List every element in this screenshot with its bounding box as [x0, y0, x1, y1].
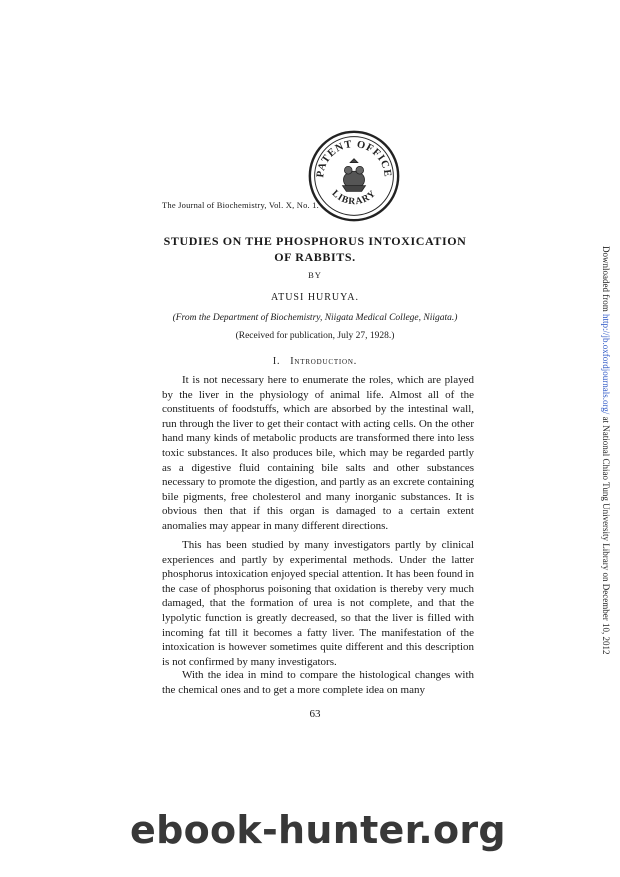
download-notice	[601, 246, 611, 655]
author-name: ATUSI HURUYA.	[270, 292, 359, 303]
paragraph-text: With the idea in mind to compare the histological changes with the chemical ones and to get a more complete idea on many	[162, 669, 474, 696]
patent-office-library-stamp-icon	[306, 128, 402, 224]
article-title-line-2: OF RABBITS.	[274, 250, 356, 264]
received-date: (Received for publication, July 27, 1928.)	[235, 331, 395, 341]
section-title: Introduction.	[290, 356, 358, 367]
download-notice-prefix: Downloaded from	[601, 246, 611, 314]
section-heading	[150, 356, 480, 367]
stamp-text-bottom: LIBRARY	[329, 187, 379, 208]
watermark: ebook-hunter.org	[130, 808, 506, 852]
body-paragraph-3	[162, 668, 474, 697]
byline-label: BY	[308, 270, 322, 280]
body-paragraph-1	[162, 373, 474, 534]
body-paragraph-2	[162, 538, 474, 669]
article-title-line-1: STUDIES ON THE PHOSPHORUS INTOXICATION	[163, 234, 467, 248]
author-affiliation: (From the Department of Biochemistry, Niigata Medical College, Niigata.)	[172, 313, 458, 323]
paragraph-text: This has been studied by many investigators partly by clinical experiences and partly by experimental methods. Under the latter phosphorus intoxication enjoyed special attention. It has been found in the case of phosphorus poisoning that oxidation is thereby very much damaged, that the formation of urea is not complete, and that the lypolytic function is greatly decreased, so that the liver is filled with incoming fat till it becomes a fatty liver. The manifestation of the intoxication is however sometimes quite different and this description is not confirmed by many investigators.	[162, 539, 474, 668]
stamp-text-top: PATENT OFFICE	[315, 139, 393, 179]
section-number: I.	[272, 356, 281, 367]
paragraph-text: It is not necessary here to enumerate the roles, which are played by the liver in the physiology of animal life. Almost all of the constituents of foodstuffs, which are absorbed by the intestinal wall, run through the liver to get their contact with acting cells. On the other hand many kinds of metabolic products are transformed there into less toxic substances. It also produces bile, which may be regarded partly as a digestive fluid containing bile salts and other substances necessary to promote the digestion, and partly as an excrete containing bile pigments, free cholesterol and many inorganic substances. It is obvious then that if this organ is damaged to a certain extent anomalies may appear in many different directions.	[162, 374, 474, 532]
download-notice-suffix: at National Chiao Tung University Library on December 10, 2012	[601, 414, 611, 655]
page-number: 63	[309, 708, 321, 720]
journal-header: The Journal of Biochemistry, Vol. X, No. 1.	[162, 200, 319, 210]
journal-link[interactable]: http://jb.oxfordjournals.org/	[601, 313, 611, 415]
